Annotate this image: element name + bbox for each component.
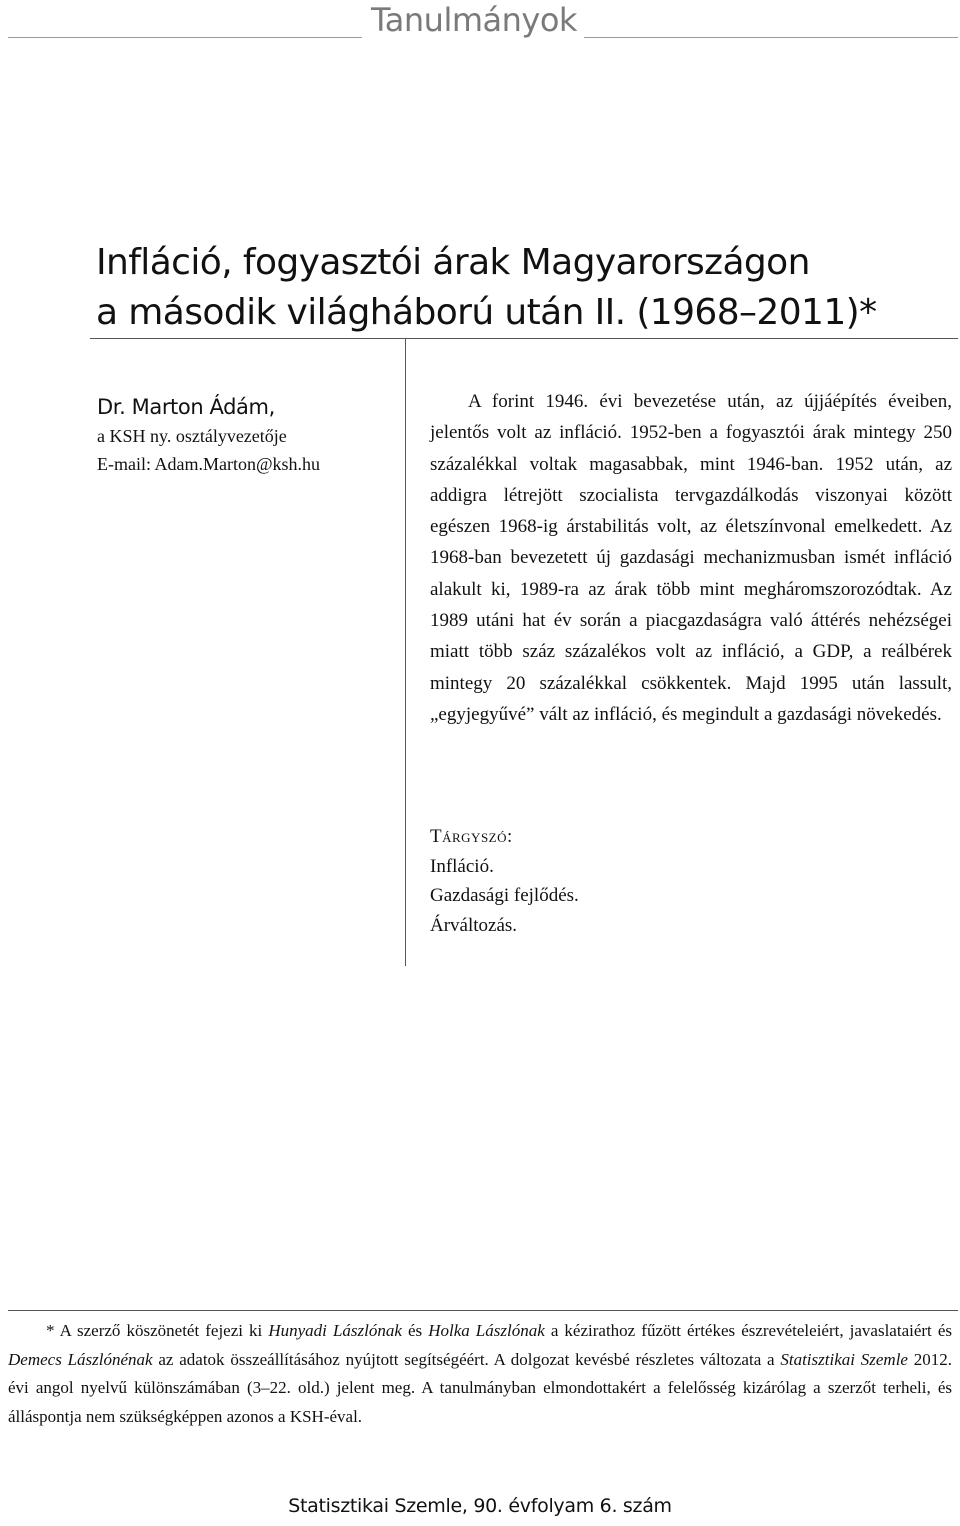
footnote-part: az adatok összeállításához nyújtott segítségéért. A dolgozat kevésbé részletes változata a [152, 1349, 781, 1369]
section-label: Tanulmányok [371, 1, 577, 39]
keyword-item: Infláció. [430, 855, 494, 877]
footnote-part: és [401, 1321, 429, 1340]
footnote-journal: Statisztikai Szemle [780, 1349, 908, 1369]
page-footer: Statisztikai Szemle, 90. évfolyam 6. szám [288, 1495, 672, 1517]
keywords-block [430, 822, 930, 940]
header-rule-right [584, 37, 958, 38]
author-position: a KSH ny. osztályvezetője [97, 426, 287, 446]
footnote-name: Hunyadi Lászlónak [268, 1321, 402, 1340]
title-line-1: Infláció, fogyasztói árak Magyarországon [96, 242, 810, 283]
footnote-name: Demecs Lászlónénak [8, 1349, 153, 1369]
title-rule [90, 338, 958, 339]
author-email: E-mail: Adam.Marton@ksh.hu [97, 454, 321, 474]
title-line-2: a második világháború után II. (1968–2011)* [96, 292, 877, 333]
header-rule-left [8, 37, 362, 38]
author-name: Dr. Marton Ádám, [97, 395, 275, 419]
footnote-name: Holka Lászlónak [428, 1321, 545, 1340]
keywords-label: Tárgyszó: [430, 826, 513, 847]
author-block [97, 392, 397, 478]
footnote-text [8, 1317, 952, 1431]
footnote-part: * A szerző köszönetét fejezi ki [46, 1321, 269, 1340]
footnote-part: a kézirathoz fűzött értékes észrevételeiért, javaslataiért és [544, 1321, 952, 1340]
article-title [96, 238, 916, 338]
column-divider [405, 338, 406, 966]
abstract-text: A forint 1946. évi bevezetése után, az újjáépítés éveiben, jelentős volt az infláció. 1952-ben a fogyasztói árak mintegy 250 százalékkal voltak magasabbak, mint 1946-ban. 1952 után, az addigra létrejött szocialista tervgazdálkodás viszonyai között egészen 1968-ig árstabilitás volt, az életszínvonal emelkedett. Az 1968-ban bevezetett új gazdasági mechanizmusban ismét infláció alakult ki, 1989-ra az árak több mint megháromszorozódtak. Az 1989 utáni hat év során a piacgazdaságra való áttérés nehézségei miatt több száz százalékos volt az infláció, a GDP, a reálbérek mintegy 20 százalékkal csökkentek. Majd 1995 után lassult, „egyjegyűvé” vált az infláció, és megindult a gazdasági növekedés. [430, 391, 952, 725]
footnote-rule [8, 1310, 958, 1311]
abstract [430, 386, 952, 730]
footnote-part: 2012. évi angol nyelvű különszámában (3–22. old.) jelent meg. A tanulmányban elmondottakért a felelősség kizárólag a szerzőt terheli, és álláspontja nem szükségképpen azonos a KSH-éval. [8, 1349, 952, 1426]
footnote [8, 1317, 952, 1431]
keyword-item: Gazdasági fejlődés. [430, 885, 579, 906]
keyword-item: Árváltozás. [430, 914, 518, 936]
